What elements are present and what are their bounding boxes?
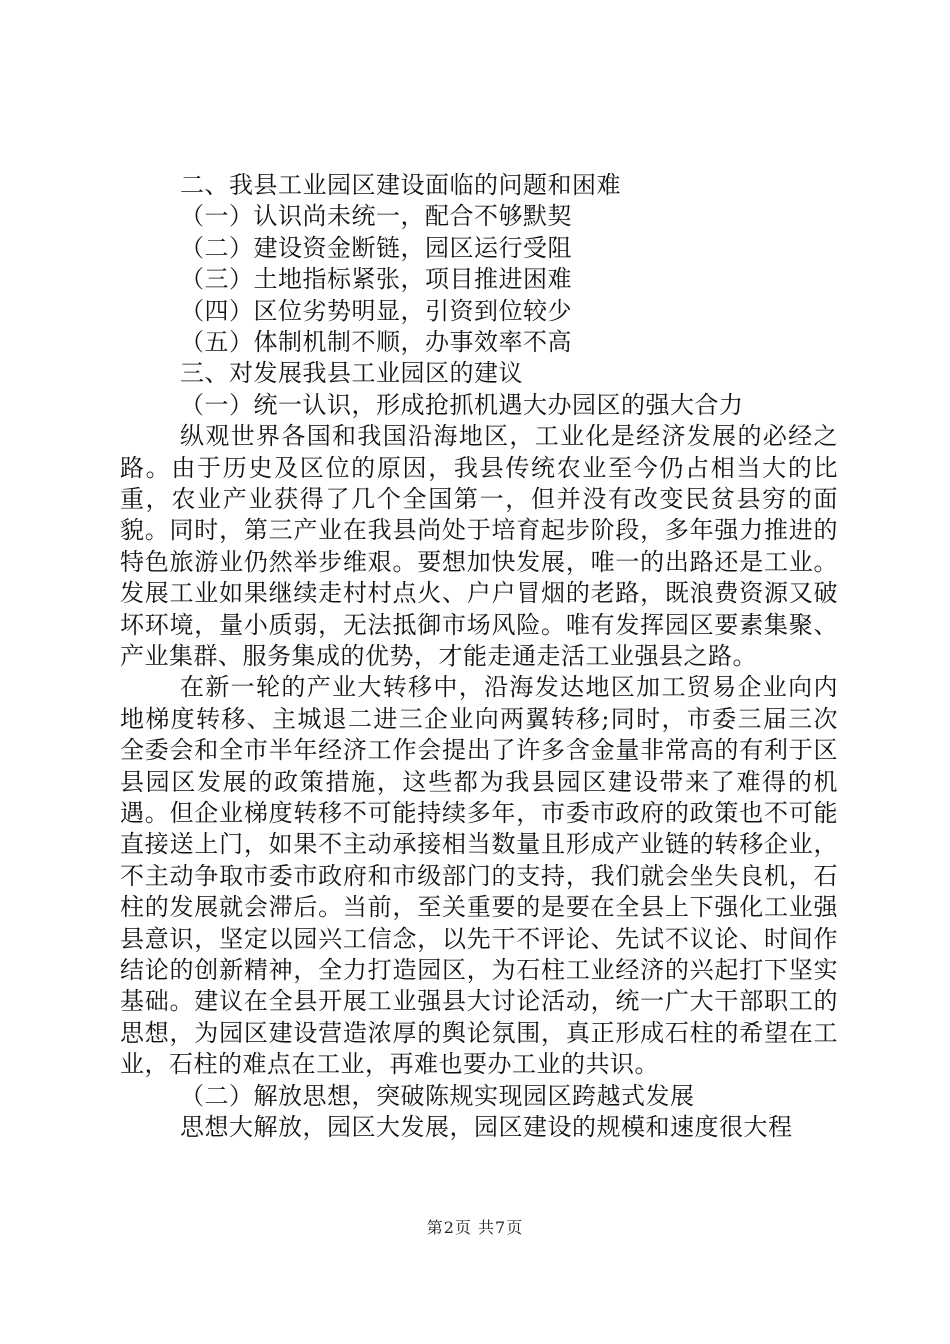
document-body: [120, 170, 838, 1143]
problem-item-5: （五）体制机制不顺，办事效率不高: [180, 327, 572, 356]
problem-item-3: （三）土地指标紧张，项目推进困难: [180, 265, 572, 294]
page-footer: 第2页 共7页: [426, 1218, 524, 1237]
suggestion-heading-2: （二）解放思想，突破陈规实现园区跨越式发展: [180, 1081, 695, 1110]
body-paragraph-3: 思想大解放，园区大发展，园区建设的规模和速度很大程: [180, 1113, 793, 1142]
problem-item-4: （四）区位劣势明显，引资到位较少: [180, 296, 572, 325]
body-paragraph-2: 在新一轮的产业大转移中，沿海发达地区加工贸易企业向内地梯度转移、主城退二进三企业向两翼转移;同时，市委三届三次全委会和全市半年经济工作会提出了许多含金量非常高的有利于区县园区发展的政策措施，这些都为我县园区建设带来了难得的机遇。但企业梯度转移不可能持续多年，市委市政府的政策也不可能直接送上门，如果不主动承接相当数量且形成产业链的转移企业，不主动争取市委市政府和市级部门的支持，我们就会坐失良机，石柱的发展就会滞后。当前，至关重要的是要在全县上下强化工业强县意识，坚定以园兴工信念，以先干不评论、先试不议论、时间作结论的创新精神，全力打造园区，为石柱工业经济的兴起打下坚实基础。建议在全县开展工业强县大讨论活动，统一广大干部职工的思想，为园区建设营造浓厚的舆论氛围，真正形成石柱的希望在工业，石柱的难点在工业，再难也要办工业的共识。: [120, 673, 838, 1079]
problem-item-2: （二）建设资金断链，园区运行受阻: [180, 233, 572, 262]
section-heading-2: 二、我县工业园区建设面临的问题和困难: [180, 171, 621, 199]
body-paragraph-1: 纵观世界各国和我国沿海地区，工业化是经济发展的必经之路。由于历史及区位的原因，我县传统农业至今仍占相当大的比重，农业产业获得了几个全国第一，但并没有改变民贫县穷的面貌。同时，第三产业在我县尚处于培育起步阶段，多年强力推进的特色旅游业仍然举步维艰。要想加快发展，唯一的出路还是工业。发展工业如果继续走村村点火、户户冒烟的老路，既浪费资源又破坏环境，量小质弱，无法抵御市场风险。唯有发挥园区要素集聚、产业集群、服务集成的优势，才能走通走活工业强县之路。: [120, 422, 838, 670]
suggestion-heading-1: （一）统一认识，形成抢抓机遇大办园区的强大合力: [180, 390, 744, 419]
section-heading-3: 三、对发展我县工业园区的建议: [180, 359, 523, 388]
problem-item-1: （一）认识尚未统一，配合不够默契: [180, 202, 572, 231]
